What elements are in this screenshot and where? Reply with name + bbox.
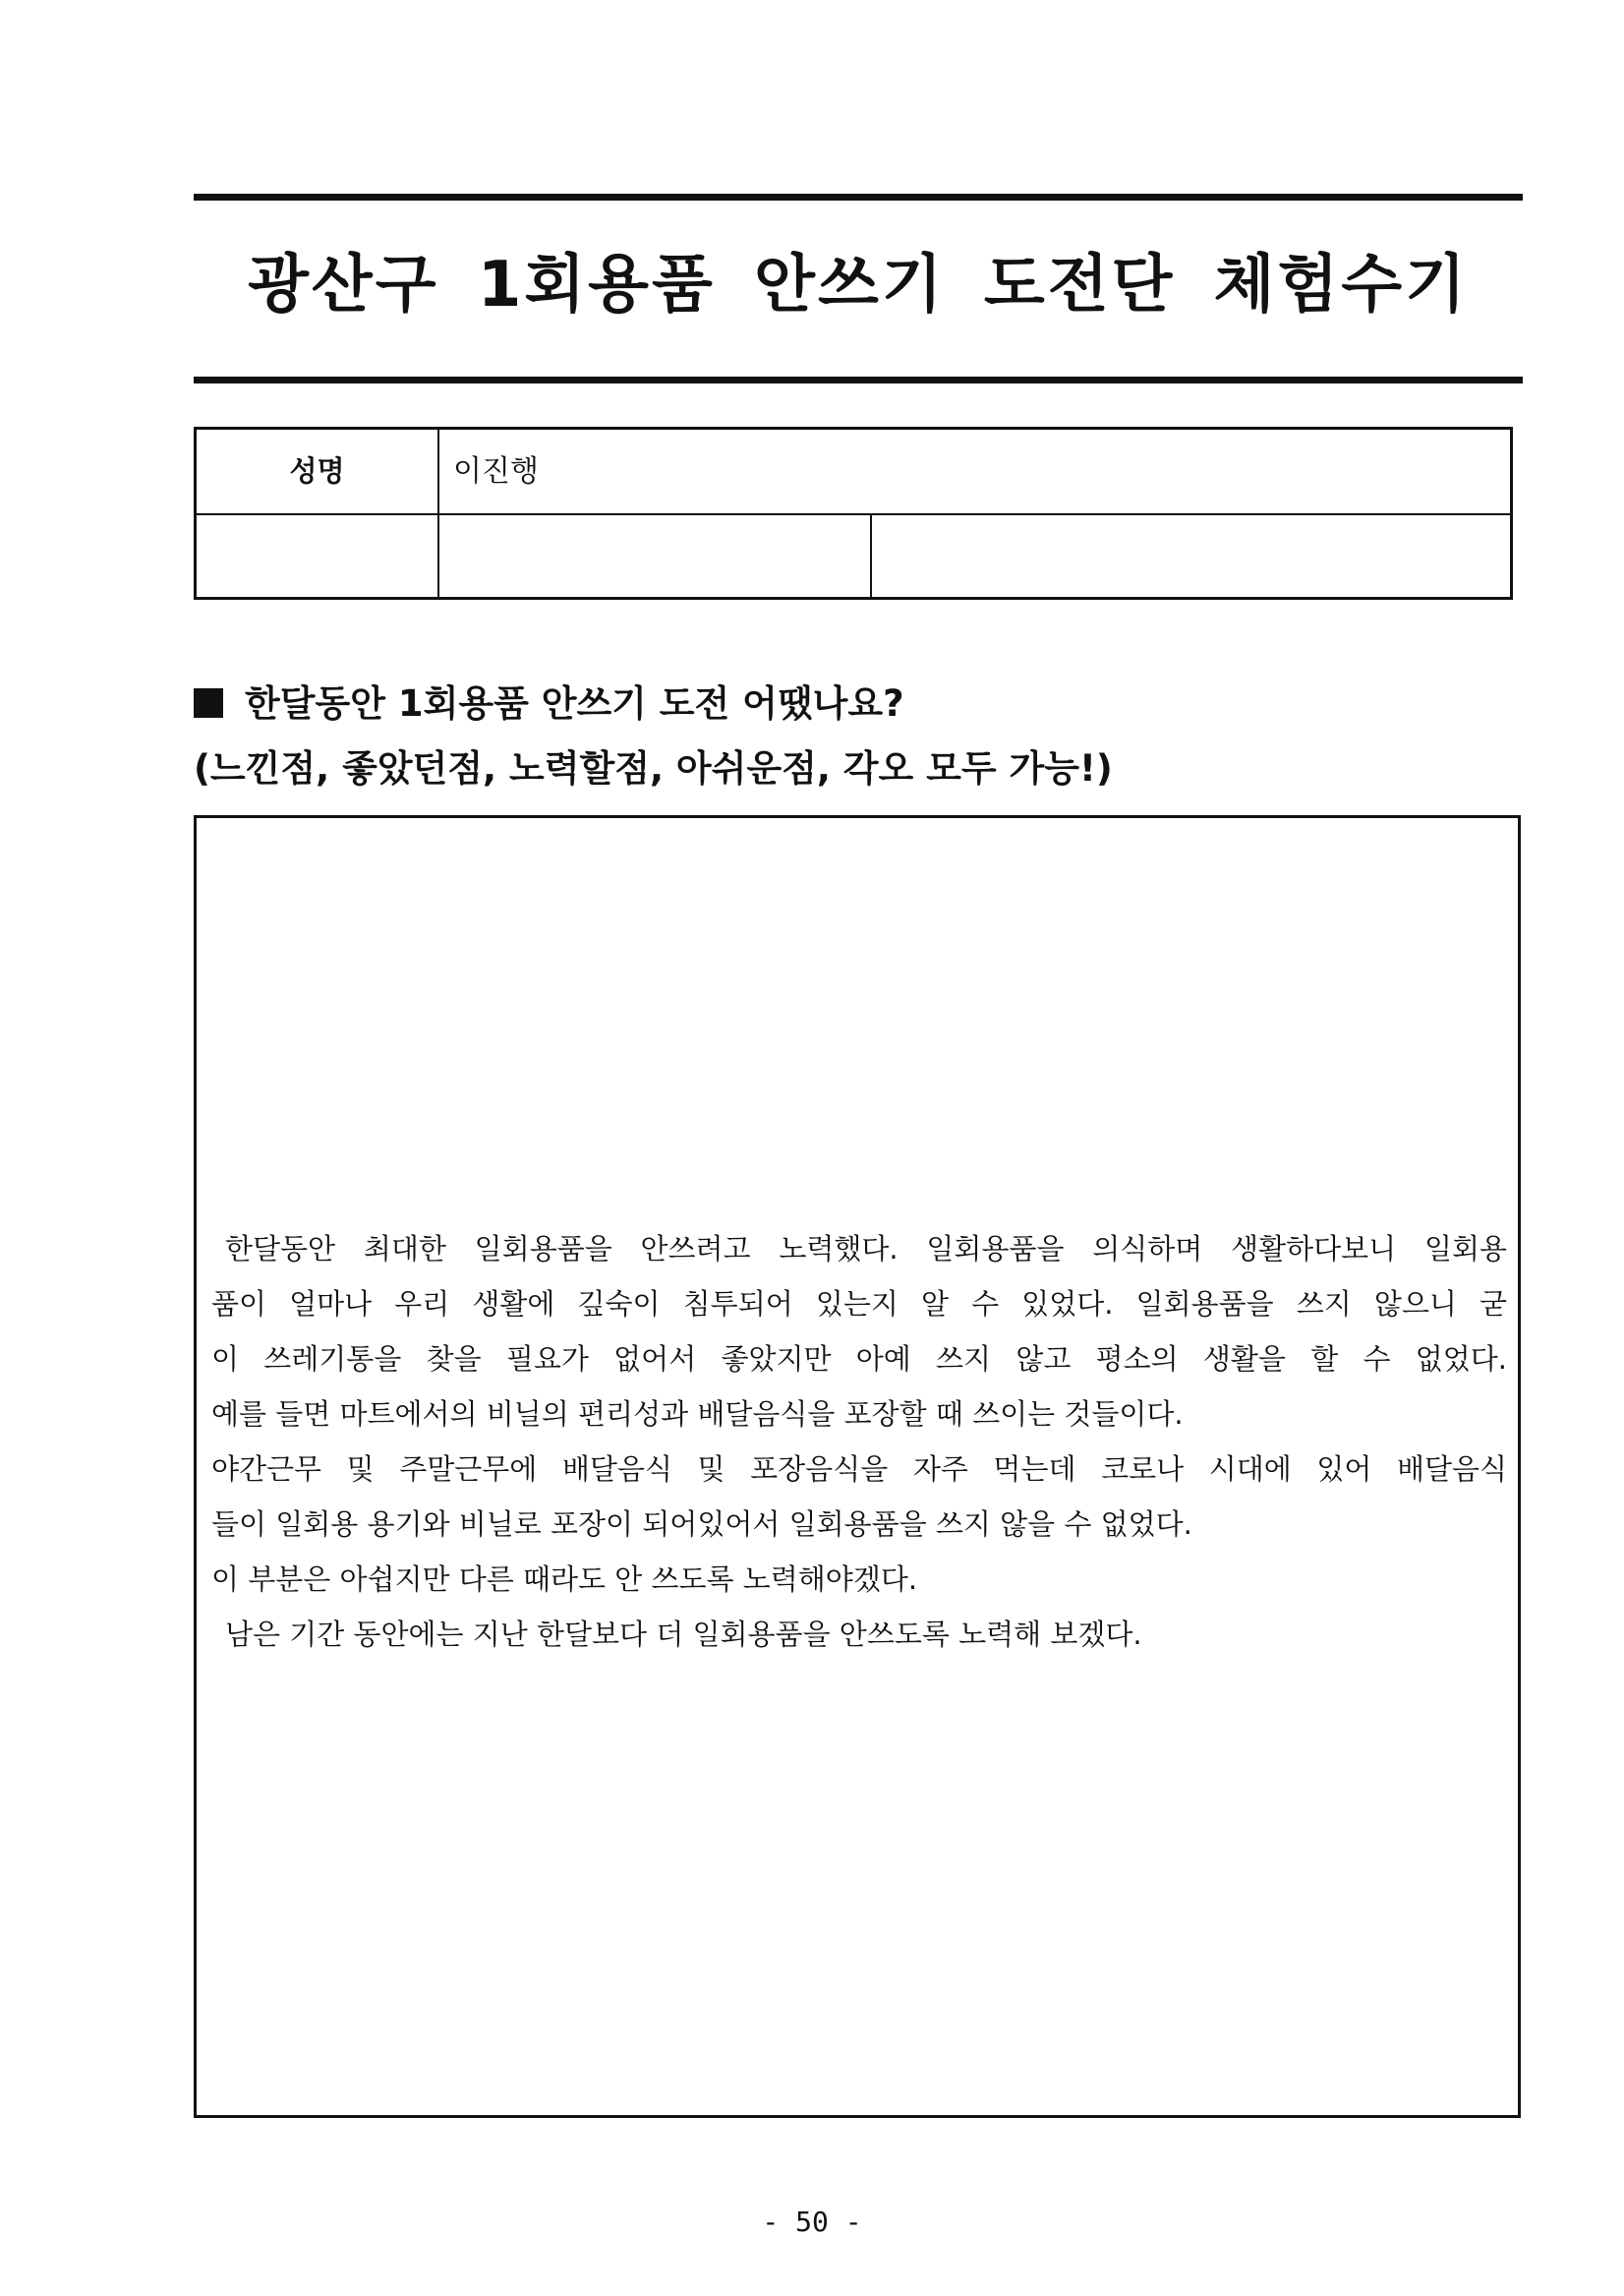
page-number: - 50 -: [762, 2206, 862, 2238]
answer-line: 이 쓰레기통을 찾을 필요가 없어서 좋았지만 아예 쓰지 않고 평소의 생활을 할 수 없었다.: [211, 1342, 1507, 1376]
answer-line: 남은 기간 동안에는 지난 한달보다 더 일회용품을 안쓰도록 노력해 보겠다.: [225, 1618, 1142, 1651]
answer-line: 품이 얼마나 우리 생활에 깊숙이 침투되어 있는지 알 수 있었다. 일회용품을 쓰지 않으니 굳: [211, 1287, 1507, 1321]
empty-cell-2: [439, 515, 872, 597]
question-subheading: (느낀점, 좋았던점, 노력할점, 아쉬운점, 각오 모두 가능!): [194, 747, 1113, 790]
name-label: 성명: [197, 430, 439, 515]
answer-text: [211, 1221, 1507, 1662]
answer-line: 야간근무 및 주말근무에 배달음식 및 포장음식을 자주 먹는데 코로나 시대에 있어 배달음식: [211, 1452, 1507, 1486]
empty-cell-3: [872, 515, 1510, 597]
document-title: 광산구 1회용품 안쓰기 도전단 체험수기: [248, 249, 1469, 322]
answer-line: 이 부분은 아쉽지만 다른 때라도 안 쓰도록 노력해야겠다.: [211, 1562, 918, 1596]
question-heading: [194, 677, 904, 732]
title-top-rule: [194, 194, 1523, 201]
answer-line: 한달동안 최대한 일회용품을 안쓰려고 노력했다. 일회용품을 의식하며 생활하다보니 일회용: [225, 1232, 1507, 1266]
answer-line: 예를 들면 마트에서의 비닐의 편리성과 배달음식을 포장할 때 쓰이는 것들이다.: [211, 1397, 1184, 1431]
empty-cell-1: [197, 515, 439, 597]
answer-line: 들이 일회용 용기와 비닐로 포장이 되어있어서 일회용품을 쓰지 않을 수 없었다.: [211, 1507, 1192, 1541]
question-heading-text: 한달동안 1회용품 안쓰기 도전 어땠나요?: [245, 682, 904, 725]
square-bullet-icon: [194, 688, 223, 718]
title-bottom-rule: [194, 377, 1523, 383]
info-table: [194, 427, 1513, 600]
name-value: 이진행: [439, 430, 1510, 515]
